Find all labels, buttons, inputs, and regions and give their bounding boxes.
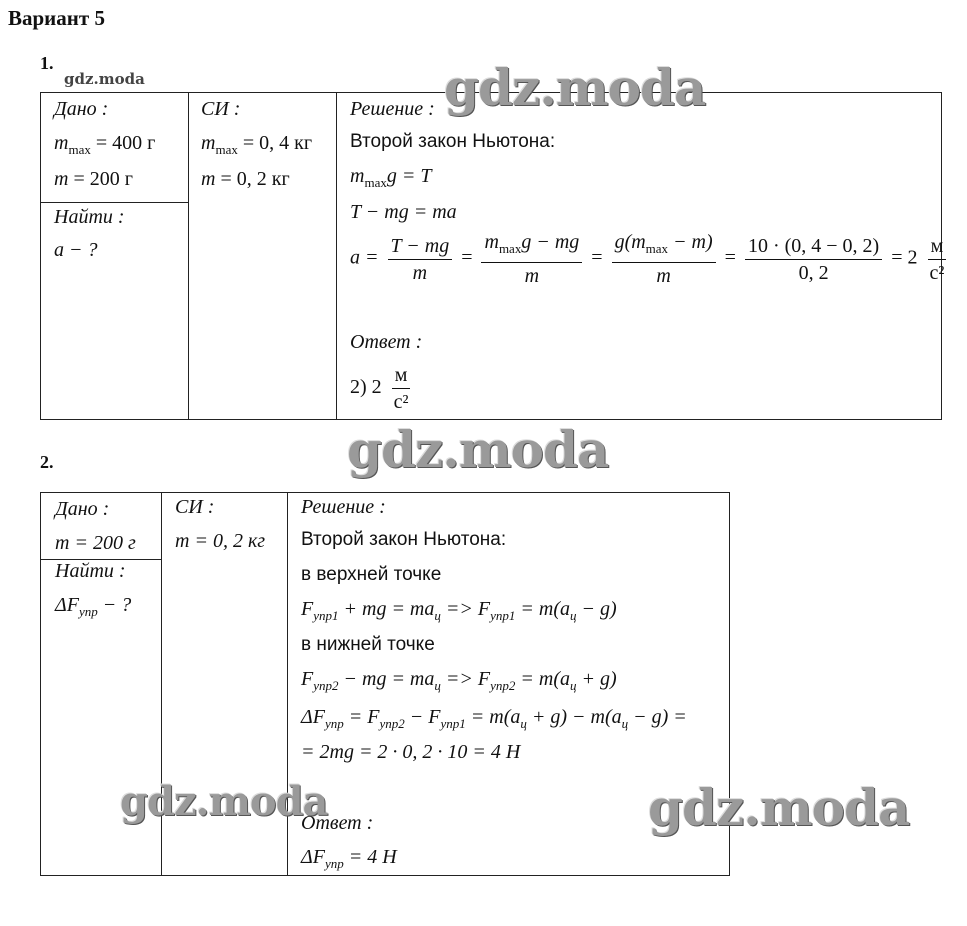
si-label: СИ : — [201, 98, 241, 120]
si-value: $m_{max} = 0$, 4 кг — [201, 132, 313, 157]
answer-value: 2) 2 $\frac{м}{\text{с²}}$ — [350, 364, 409, 413]
given-value: $m_{max} = 400$ г — [54, 132, 156, 157]
equation-1: $m_{max}g = T$ — [350, 165, 432, 190]
watermark-small: gdz.moda — [64, 70, 145, 88]
si-value: m = 0, 2 кг — [175, 530, 266, 552]
task-1-number: 1. — [40, 53, 54, 73]
si-value: m = 0, 2 кг — [201, 168, 290, 190]
equation-result: = 2mg = 2 · 0, 2 · 10 = 4 Н — [301, 741, 521, 763]
find-label: Найти : — [54, 206, 125, 228]
given-value: m = 200 г — [55, 532, 136, 554]
law-text: Второй закон Ньютона: — [350, 131, 556, 152]
law-text: Второй закон Ньютона: — [301, 529, 507, 550]
answer-value: $\Delta F_{упр} = 4$ Н — [301, 846, 397, 871]
table-divider — [188, 93, 189, 419]
task-1-table — [40, 92, 945, 420]
given-label: Дано : — [54, 98, 109, 120]
solution-label: Решение : — [301, 496, 386, 518]
watermark: gdz.moda — [120, 778, 328, 825]
solution-label: Решение : — [350, 98, 435, 120]
equation-2: T − mg = ma — [350, 201, 457, 223]
si-label: СИ : — [175, 496, 215, 518]
given-value: m = 200 г — [54, 168, 133, 190]
answer-label: Ответ : — [350, 331, 423, 353]
watermark: gdz.moda — [347, 420, 609, 479]
equation-3: a = $\frac{T - mg}{m}$ = $\frac{m_{max}g - mg}{m}$ = $\frac{g(m_{max} - m)}{m}$ = $\frac{10 \cdot (0, 4 - 0, 2)}{0, 2}$ = 2 $\frac{м}{\text{с²}}$ — [350, 231, 945, 287]
watermark: gdz.moda — [444, 58, 706, 117]
answer-label: Ответ : — [301, 812, 374, 834]
page-title: Вариант 5 — [8, 6, 105, 30]
watermark: gdz.moda — [648, 778, 910, 837]
find-value: $\Delta F_{упр}$ − ? — [55, 594, 132, 619]
find-label: Найти : — [55, 560, 126, 582]
given-label: Дано : — [55, 498, 110, 520]
table-divider — [41, 202, 188, 203]
equation-top: $F_{упр1}$ + mg = $ma_ц => F_{упр1} = m(a_ц - g)$ — [301, 598, 617, 623]
task-2-number: 2. — [40, 452, 54, 472]
bottom-point-label: в нижней точке — [301, 634, 435, 655]
top-point-label: в верхней точке — [301, 564, 442, 585]
table-divider — [336, 93, 337, 419]
find-value: a − ? — [54, 239, 98, 261]
equation-bottom: $F_{упр2}$ − mg = $ma_ц => F_{упр2} = m(a_ц + g)$ — [301, 668, 617, 693]
equation-delta: $\Delta F_{упр} = F_{упр2} - F_{упр1} = m(a_ц + g) - m(a_ц - g)$ = — [301, 706, 687, 731]
